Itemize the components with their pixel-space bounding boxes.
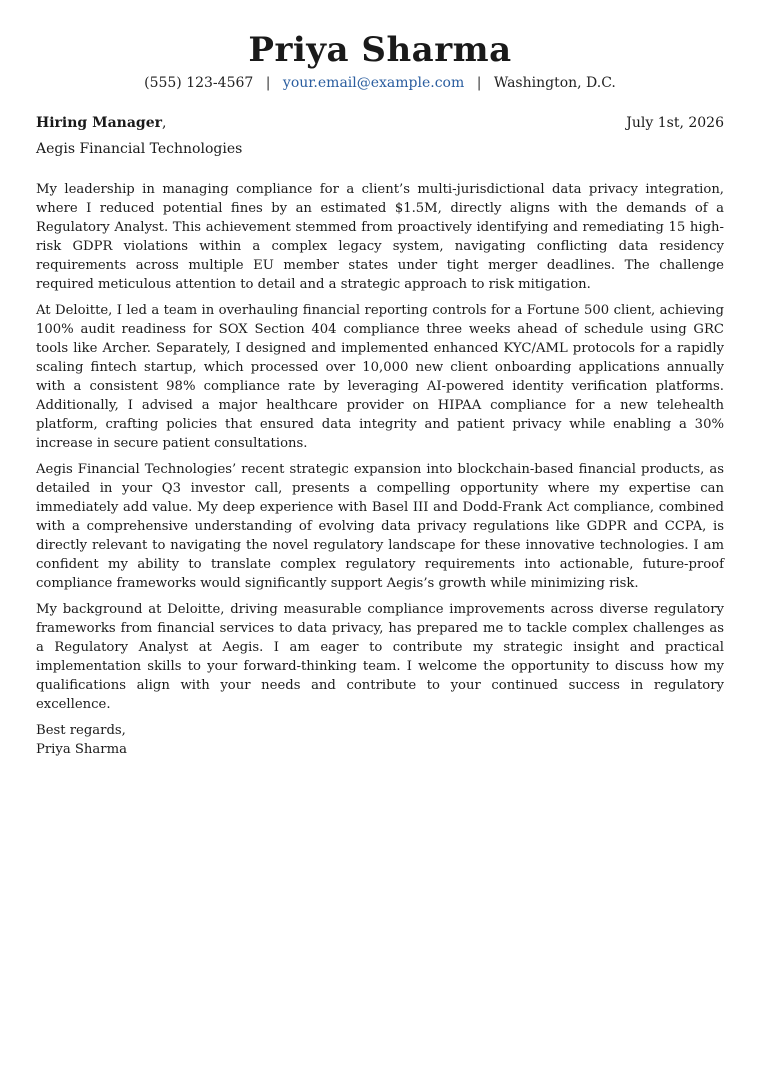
recipient-title-suffix: ,	[161, 115, 167, 131]
applicant-name: Priya Sharma	[248, 30, 512, 70]
letter-body	[36, 180, 724, 714]
closing-salutation: Best regards,	[36, 723, 126, 738]
recipient-greeting	[36, 114, 166, 132]
recipient-title: Hiring Manager	[36, 115, 162, 131]
closing-signature: Priya Sharma	[36, 742, 127, 757]
letter-date: July 1st, 2026	[626, 115, 724, 131]
recipient-company: Aegis Financial Technologies	[36, 141, 243, 157]
email-link[interactable]: your.email@example.com	[282, 75, 465, 91]
body-paragraph: At Deloitte, I led a team in overhauling financial reporting controls for a Fortune 500 client, achieving 100% audit readiness for SOX Section 404 compliance three weeks ahead of schedule using GRC tools like Archer. Separately, I designed and implemented enhanced KYC/AML protocols for a rapidly scaling fintech startup, which processed over 10,000 new client onboarding applications annually with a consistent 98% compliance rate by leveraging AI-powered identity verification platforms. Additionally, I advised a major healthcare provider on HIPAA compliance for a new telehealth platform, crafting policies that ensured data integrity and patient privacy while enabling a 30% increase in secure patient consultations.	[36, 303, 724, 451]
body-paragraph: My leadership in managing compliance for a client’s multi-jurisdictional data privacy integration, where I reduced potential fines by an estimated $1.5M, directly aligns with the demands of a Regulatory Analyst. This achievement stemmed from proactively identifying and remediating 15 high-risk GDPR violations within a complex legacy system, navigating conflicting data residency requirements across multiple EU member states under tight merger deadlines. The challenge required meticulous attention to detail and a strategic approach to risk mitigation.	[36, 182, 724, 292]
phone-number: (555) 123-4567	[144, 75, 254, 91]
body-paragraph: My background at Deloitte, driving measurable compliance improvements across diverse regulatory frameworks from financial services to data privacy, has prepared me to tackle complex challenges as a Regulatory Analyst at Aegis. I am eager to contribute my strategic insight and practical implementation skills to your forward-thinking team. I welcome the opportunity to discuss how my qualifications align with your needs and contribute to your continued success in regulatory excellence.	[36, 602, 724, 712]
letter-closing	[36, 721, 724, 759]
contact-separator: |	[265, 75, 271, 91]
location: Washington, D.C.	[493, 75, 616, 91]
contact-line	[36, 74, 724, 92]
contact-separator: |	[476, 75, 482, 91]
recipient-row	[36, 114, 724, 132]
body-paragraph: Aegis Financial Technologies’ recent strategic expansion into blockchain-based financial products, as detailed in your Q3 investor call, presents a compelling opportunity where my expertise can immediately add value. My deep experience with Basel III and Dodd-Frank Act compliance, combined with a comprehensive understanding of evolving data privacy regulations like GDPR and CCPA, is directly relevant to navigating the novel regulatory landscape for these innovative technologies. I am confident my ability to translate complex regulatory requirements into actionable, future-proof compliance frameworks would significantly support Aegis’s growth while minimizing risk.	[36, 462, 724, 591]
